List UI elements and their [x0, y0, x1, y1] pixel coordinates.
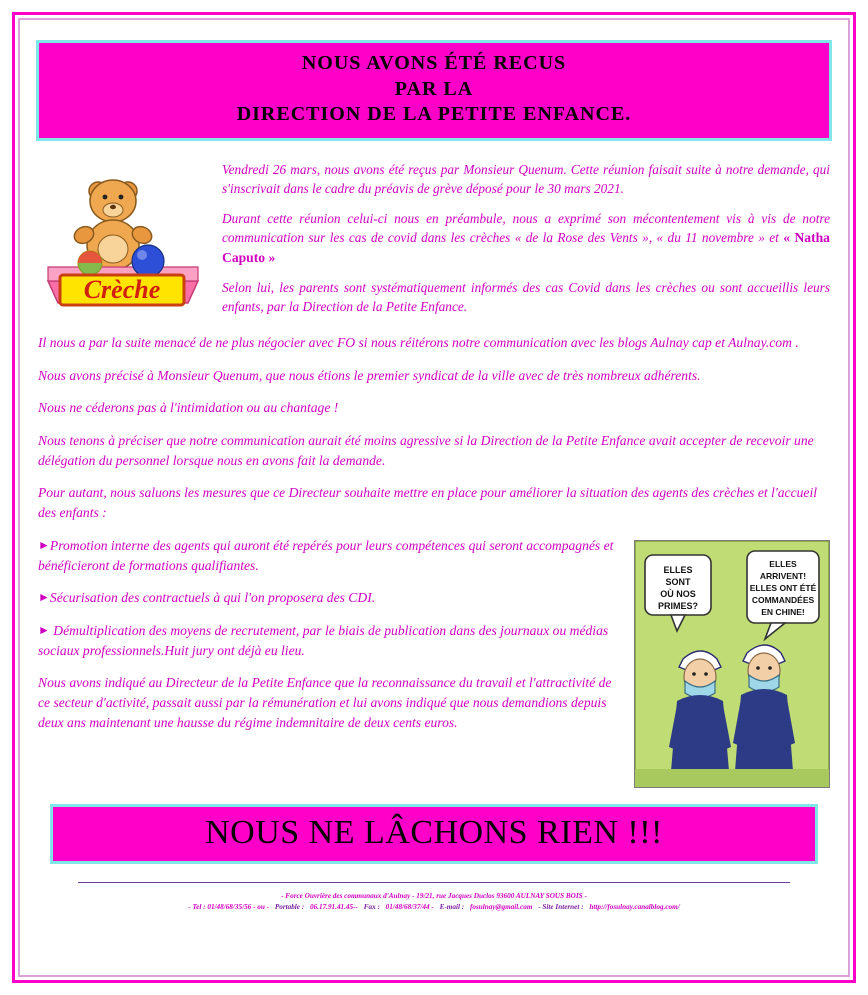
footer-mobile-label: Portable : [274, 902, 305, 911]
intro-paragraph-1: Vendredi 26 mars, nous avons été reçus par Monsieur Quenum. Cette réunion faisait suite à notre demande, qui s'inscrivait dans le cadre du préavis de grève déposé pour le 30 mars 2021. [222, 161, 830, 196]
intro-block [38, 155, 830, 323]
body-bullet-2-text: Sécurisation des contractuels à qui l'on proposera des CDI. [49, 590, 376, 606]
footer-site-label: - Site Internet : [538, 902, 584, 911]
svg-text:SONT: SONT [665, 576, 691, 587]
footer-email-value[interactable]: fosulnay@gmail.com [469, 902, 533, 911]
body-paragraph-4: Nous tenons à préciser que notre communication aurait été moins agressive si la Direction de la Petite Enfance avait accepter de recevoir une délégation du personnel lorsque nous en avons fait la demande. [38, 433, 814, 468]
footer-site-value[interactable]: http://fosulnay.canalblog.com/ [589, 902, 680, 911]
footer-email-label: E-mail : [439, 902, 465, 911]
intro-paragraph-2 [222, 210, 830, 269]
body-paragraph-3: Nous ne céderons pas à l'intimidation ou au chantage ! [38, 400, 339, 416]
svg-text:Crèche: Crèche [83, 274, 161, 304]
bullet-arrow-icon: ► [38, 622, 50, 637]
body-paragraph-5: Pour autant, nous saluons les mesures que ce Directeur souhaite mettre en place pour améliorer la situation des agents des crèches et l'accueil des enfants : [38, 485, 817, 521]
body-bullet-3-text: Démultiplication des moyens de recrutement, par le biais de publication dans des journaux ou médias sociaux professionnels.Huit jury ont déjà eu lieu. [38, 622, 609, 658]
bullet-arrow-icon: ► [38, 590, 50, 605]
document-content [24, 24, 844, 971]
svg-text:COMMANDÉES: COMMANDÉES [751, 594, 815, 605]
bullet-arrow-icon: ► [38, 537, 50, 552]
header-line-3: DIRECTION DE LA PETITE ENFANCE. [236, 103, 632, 126]
footer-tel: - Tel : 01/48/68/35/56 - ou - [188, 902, 270, 911]
creche-illustration [38, 163, 208, 313]
svg-text:ELLES: ELLES [769, 558, 797, 569]
svg-text:ARRIVENT!: ARRIVENT! [759, 570, 807, 581]
intro-paragraph-3: Selon lui, les parents sont systématiquement informés des cas Covid dans les crèches ou sont accueillis leurs enfants, par la Direction de la Petite Enfance. [222, 280, 830, 315]
header-line-2: PAR LA [394, 77, 474, 100]
body-paragraph-2: Nous avons précisé à Monsieur Quenum, que nous étions le premier syndicat de la ville avec de très nombreux adhérents. [38, 367, 701, 383]
intro-text [222, 155, 830, 323]
body-area [38, 155, 830, 913]
svg-text:ELLES: ELLES [663, 564, 693, 575]
header-banner [36, 40, 832, 141]
footer-divider [78, 882, 790, 883]
footer-address: - Force Ouvrière des communaux d'Aulnay - 19/21, rue Jacques Duclos 93600 AULNAY SOUS BOIS - [281, 891, 587, 900]
svg-text:OÙ NOS: OÙ NOS [660, 588, 696, 599]
footer-banner [50, 804, 818, 864]
creche-name-highlight: « Natha Caputo » [222, 230, 830, 266]
cartoon-illustration [634, 540, 830, 788]
footer-contact-info [48, 891, 820, 913]
main-text [38, 333, 830, 733]
svg-text:PRIMES?: PRIMES? [657, 600, 699, 611]
body-bullet-1-text: Promotion interne des agents qui auront été repérés pour leurs compétences qui seront accompagnés et bénéficieront de formations qualifiantes. [38, 537, 614, 573]
intro-paragraph-2-text: Durant cette réunion celui-ci nous en préambule, nous a exprimé son mécontentement vis à vis de notre communication sur les cas de covid dans les crèches « de la Rose des Vents », « du 11 novembre » et [222, 210, 830, 246]
footer-contacts [48, 902, 820, 913]
footer-fax-value: 01/48/68/37/44 - [385, 902, 434, 911]
svg-text:ELLES ONT ÉTÉ: ELLES ONT ÉTÉ [749, 582, 817, 593]
body-paragraph-6: Nous avons indiqué au Directeur de la Petite Enfance que la reconnaissance du travail et l'attractivité de ce secteur d'activité, passait aussi par la rémunération et lui avons indiqué que nous demandions depuis deux ans maintenant une hausse du régime indemnitaire de deux cents euros. [38, 675, 612, 730]
header-line-1: NOUS AVONS ÉTÉ RECUS [301, 52, 567, 74]
footer-mobile-value: 06.17.91.41.45-- [309, 902, 358, 911]
svg-text:EN CHINE!: EN CHINE! [761, 606, 805, 617]
body-paragraph-1: Il nous a par la suite menacé de ne plus négocier avec FO si nous réitérons notre communication avec les blogs Aulnay cap et Aulnay.com . [38, 334, 799, 350]
footer-banner-text: NOUS NE LÂCHONS RIEN !!! [205, 813, 663, 851]
footer-fax-label: Fax : [363, 902, 380, 911]
